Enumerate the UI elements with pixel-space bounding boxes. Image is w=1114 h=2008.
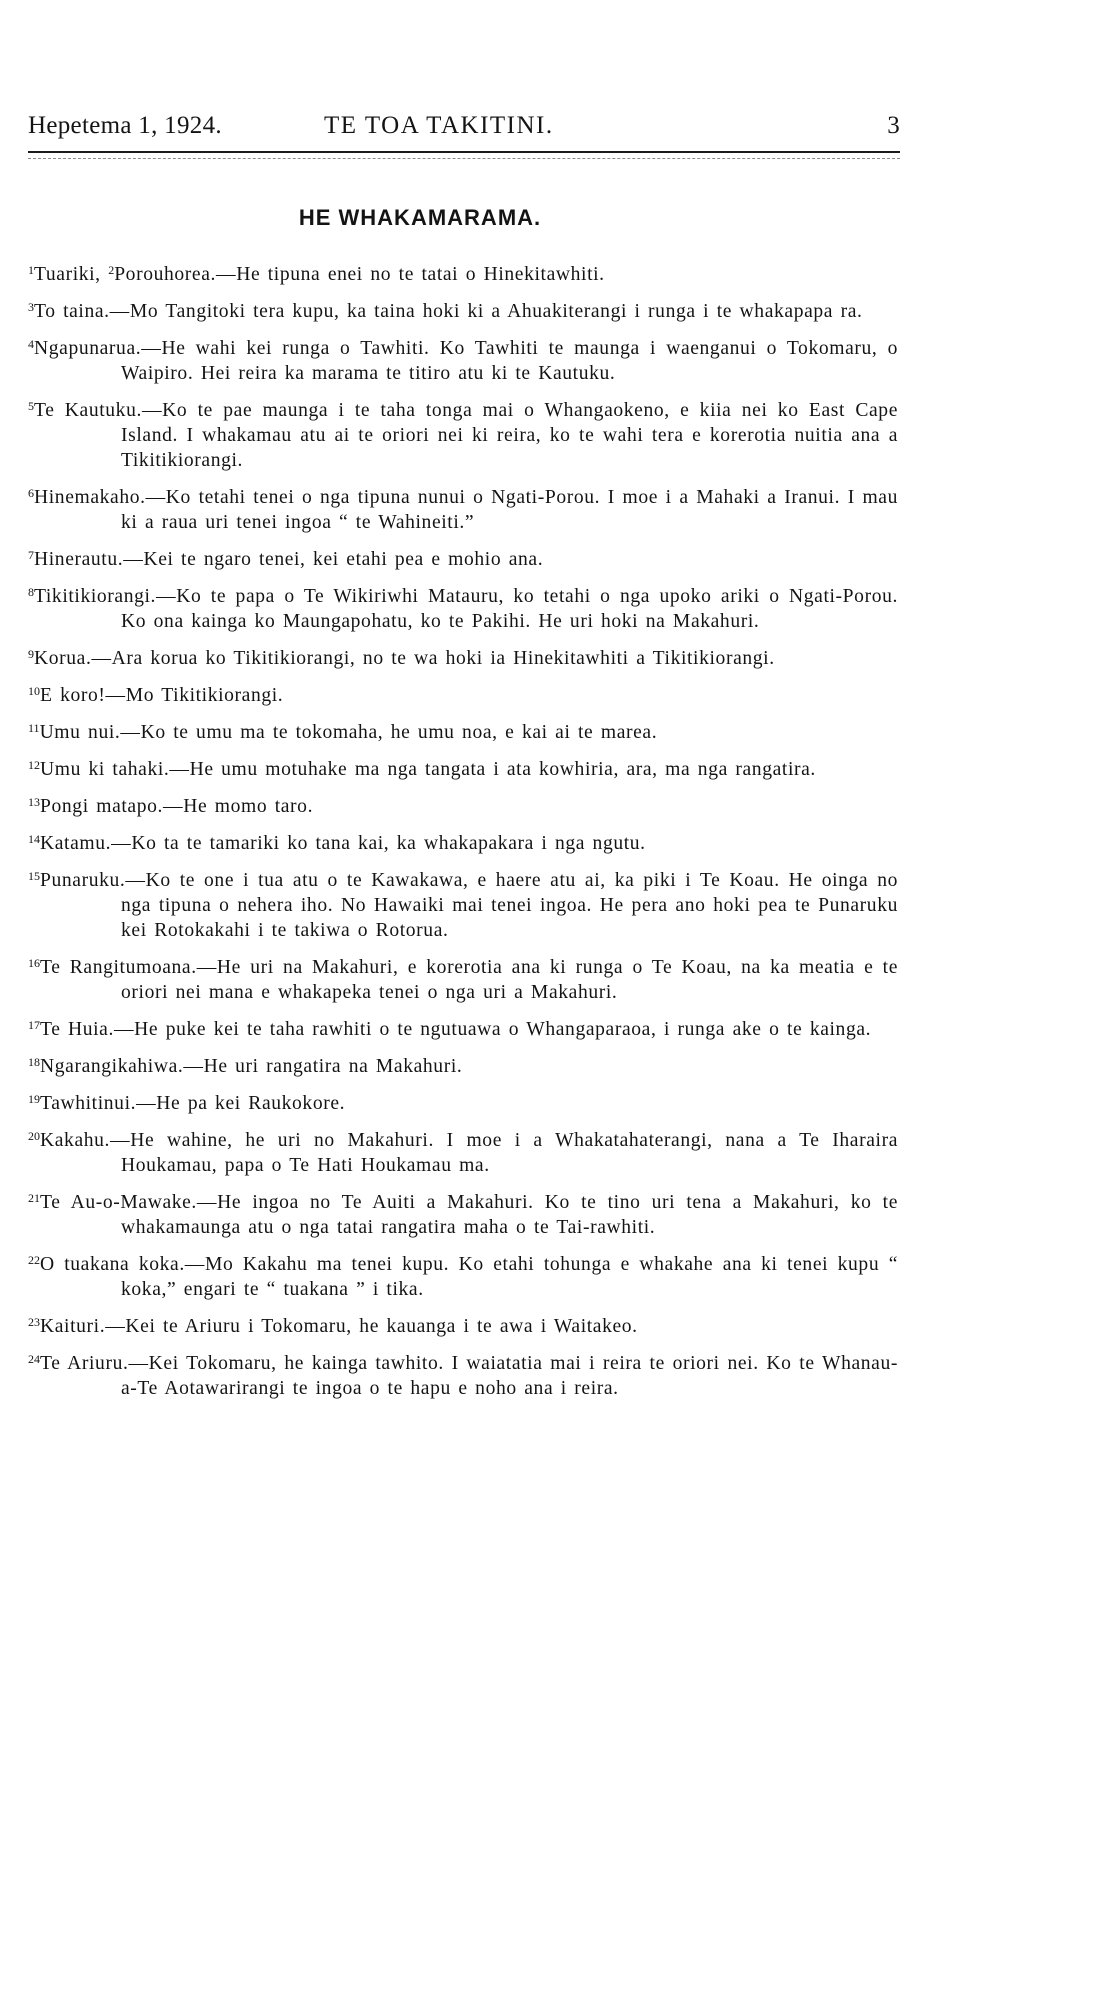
note-number: 15	[28, 869, 40, 883]
note-item	[28, 584, 898, 634]
note-item	[28, 720, 898, 745]
note-number: 6	[28, 486, 34, 500]
note-lead-text: Tuariki,	[34, 264, 101, 285]
note-number: 24	[28, 1352, 40, 1366]
note-text: Te Huia.—He puke kei te taha rawhiti o te ngutuawa o Whangaparaoa, i runga ake o te kainga.	[40, 1019, 872, 1040]
note-number: 11	[28, 721, 40, 735]
note-item	[28, 262, 898, 287]
note-item	[28, 336, 898, 386]
note-item	[28, 1190, 898, 1240]
note-item	[28, 1314, 898, 1339]
note-text: E koro!—Mo Tikitikiorangi.	[40, 685, 284, 706]
note-item	[28, 868, 898, 943]
header-rule	[28, 151, 900, 153]
note-number: 8	[28, 585, 34, 599]
note-text: Umu nui.—Ko te umu ma te tokomaha, he umu noa, e kai ai te marea.	[39, 722, 658, 743]
note-item	[28, 485, 898, 535]
note-item	[28, 646, 898, 671]
note-text: Hinemakaho.—Ko tetahi tenei o nga tipuna nunui o Ngati-Porou. I moe i a Mahaki a Iranui. I mau ki a raua uri tenei ingoa “ te Wahineiti.”	[34, 487, 898, 533]
note-text: Porouhorea.—He tipuna enei no te tatai o Hinekitawhiti.	[114, 264, 605, 285]
note-text: Te Ariuru.—Kei Tokomaru, he kainga tawhito. I waiatatia mai i reira te oriori nei. Ko te Whanau-a-Te Aotawarirangi te ingoa o te hapu e noho ana i reira.	[40, 1353, 898, 1399]
note-item	[28, 831, 898, 856]
note-item	[28, 1252, 898, 1302]
note-item	[28, 1017, 898, 1042]
notes-list	[28, 262, 898, 1413]
note-text: O tuakana koka.—Mo Kakahu ma tenei kupu. Ko etahi tohunga e whakahe ana ki tenei kupu “ koka,” engari te “ tuakana ” i tika.	[40, 1254, 898, 1300]
note-item	[28, 757, 898, 782]
note-number: 19	[28, 1092, 40, 1106]
note-number: 10	[28, 684, 40, 698]
note-item	[28, 547, 898, 572]
note-item	[28, 299, 898, 324]
note-number: 22	[28, 1253, 40, 1267]
note-text: Tawhitinui.—He pa kei Raukokore.	[40, 1093, 346, 1114]
note-text: Punaruku.—Ko te one i tua atu o te Kawakawa, e haere atu ai, ka piki i Te Koau. He oinga no nga tipuna o nehera iho. No Hawaiki mai tenei ingoa. He pera ano hoki pea te Punaruku kei Rotokakahi i te takiwa o Rotorua.	[40, 870, 898, 941]
note-item	[28, 1054, 898, 1079]
header-rule-dashed	[28, 158, 900, 159]
note-item	[28, 794, 898, 819]
note-text: Kaituri.—Kei te Ariuru i Tokomaru, he kauanga i te awa i Waitakeo.	[40, 1316, 638, 1337]
note-text: Te Kautuku.—Ko te pae maunga i te taha tonga mai o Whangaokeno, e kiia nei ko East Cape Island. I whakamau atu ai te oriori nei ki reira, ko te wahi tera e korerotia nuitia ana a Tikitikiorangi.	[34, 400, 898, 471]
note-text: Ngarangikahiwa.—He uri rangatira na Makahuri.	[40, 1056, 463, 1077]
note-text: Te Au-o-Mawake.—He ingoa no Te Auiti a Makahuri. Ko te tino uri tena a Makahuri, ko te whakamaunga atu o nga tatai rangatira maha o te Tai-rawhiti.	[40, 1192, 898, 1238]
note-item	[28, 1128, 898, 1178]
note-number: 14	[28, 832, 40, 846]
note-number: 4	[28, 337, 34, 351]
note-item	[28, 1091, 898, 1116]
note-number: 18	[28, 1055, 40, 1069]
issue-date: Hepetema 1, 1924.	[28, 112, 222, 139]
note-number: 1	[28, 263, 34, 277]
note-number: 17	[28, 1018, 40, 1032]
note-number: 23	[28, 1315, 40, 1329]
note-item	[28, 1351, 898, 1401]
note-item	[28, 683, 898, 708]
note-number: 20	[28, 1129, 40, 1143]
note-text: To taina.—Mo Tangitoki tera kupu, ka taina hoki ki a Ahuakiterangi i runga i te whakapapa ra.	[34, 301, 863, 322]
note-item	[28, 955, 898, 1005]
note-text: Korua.—Ara korua ko Tikitikiorangi, no te wa hoki ia Hinekitawhiti a Tikitikiorangi.	[34, 648, 775, 669]
note-text: Umu ki tahaki.—He umu motuhake ma nga tangata i ata kowhiria, ara, ma nga rangatira.	[40, 759, 816, 780]
note-number: 13	[28, 795, 40, 809]
note-text: Pongi matapo.—He momo taro.	[40, 796, 314, 817]
note-text: Ngapunarua.—He wahi kei runga o Tawhiti. Ko Tawhiti te maunga i waenganui o Tokomaru, o Waipiro. Hei reira ka marama te titiro atu ki te Kautuku.	[34, 338, 898, 384]
note-text: Hinerautu.—Kei te ngaro tenei, kei etahi pea e mohio ana.	[34, 549, 544, 570]
note-number: 5	[28, 399, 34, 413]
note-text: Katamu.—Ko ta te tamariki ko tana kai, ka whakapakara i nga ngutu.	[40, 833, 646, 854]
note-text: Te Rangitumoana.—He uri na Makahuri, e korerotia ana ki runga o Te Koau, na ka meatia e te oriori nei mana e whakapeka tenei o nga uri a Makahuri.	[40, 957, 898, 1003]
note-item	[28, 398, 898, 473]
page-number: 3	[887, 112, 900, 139]
running-head	[28, 112, 900, 152]
publication-title: TE TOA TAKITINI.	[324, 112, 554, 139]
note-number: 2	[108, 263, 115, 277]
note-number: 3	[28, 300, 34, 314]
note-number: 12	[28, 758, 40, 772]
note-number: 21	[28, 1191, 40, 1205]
note-text: Kakahu.—He wahine, he uri no Makahuri. I moe i a Whakatahaterangi, nana a Te Iharaira Houkamau, papa o Te Hati Houkamau ma.	[40, 1130, 898, 1176]
note-number: 7	[28, 548, 34, 562]
note-number: 9	[28, 647, 34, 661]
note-number: 16	[28, 956, 40, 970]
note-text: Tikitikiorangi.—Ko te papa o Te Wikiriwhi Matauru, ko tetahi o nga upoko ariki o Ngati-Porou. Ko ona kainga ko Maungapohatu, ko te Pakihi. He uri hoki na Makahuri.	[34, 586, 898, 632]
section-heading: HE WHAKAMARAMA.	[298, 205, 542, 230]
